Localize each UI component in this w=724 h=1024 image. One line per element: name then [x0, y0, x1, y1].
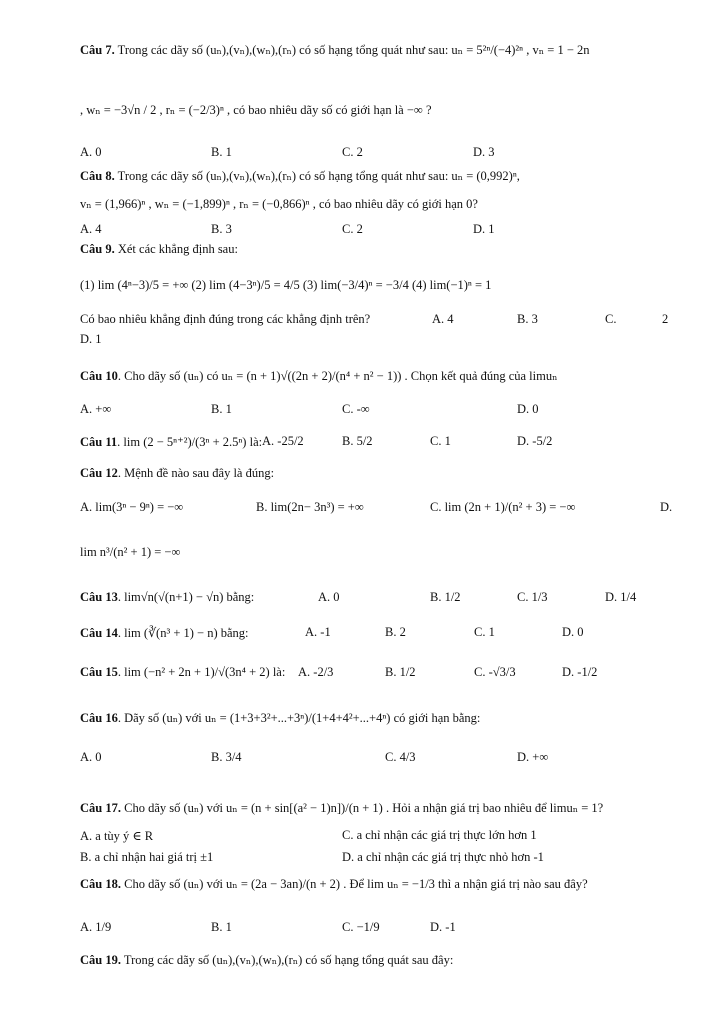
question-label: Câu 18.: [80, 877, 121, 891]
option-d: D. -5/2: [517, 434, 553, 448]
question-label: Câu 11: [80, 435, 118, 449]
question-9: [80, 242, 680, 257]
question-11: [80, 434, 680, 450]
question-text: Cho dãy số (uₙ) với uₙ = (n + sin[(a² − 1)n])/(n + 1) . Hỏi a nhận giá trị bao nhiêu để limuₙ = 1?: [124, 801, 604, 815]
option-c-value: 2: [662, 312, 669, 326]
question-text: . Mệnh đề nào sau đây là đúng:: [117, 466, 275, 480]
option-c: C. -∞: [342, 402, 370, 416]
option-a: A. a tùy ý ∈ R: [80, 829, 154, 843]
option-d: D. 0: [562, 625, 584, 639]
option-a: A. 4: [432, 312, 454, 326]
question-8-line2: [80, 196, 680, 212]
option-c: C. -√3/3: [474, 665, 516, 679]
option-b: B. 1/2: [430, 590, 461, 604]
option-b: B. 1/2: [385, 665, 416, 679]
option-c: C. 4/3: [385, 750, 416, 764]
option-a: A. +∞: [80, 402, 112, 416]
question-17: [80, 800, 680, 816]
option-d: D. 3: [473, 145, 495, 159]
question-label: Câu 12: [80, 466, 118, 480]
option-c: C. 1/3: [517, 590, 548, 604]
question-13: [80, 590, 680, 605]
option-c: C. 2: [342, 145, 363, 159]
question-10: [80, 368, 680, 384]
option-d: D. 1: [473, 222, 495, 236]
question-18: [80, 876, 680, 892]
question-16: [80, 710, 680, 726]
option-b: B. 5/2: [342, 434, 373, 448]
option-b: B. 3: [517, 312, 538, 326]
question-7: [80, 42, 680, 58]
question-label: Câu 17.: [80, 801, 121, 815]
question-text: Xét các khẳng định sau:: [117, 242, 238, 256]
question-text: . lim (2 − 5ⁿ⁺²)/(3ⁿ + 2.5ⁿ) là:: [117, 435, 263, 449]
question-text: Trong các dãy số (uₙ),(vₙ),(wₙ),(rₙ) có số hạng tổng quát như sau: uₙ = (0,992)ⁿ,: [117, 169, 520, 183]
question-text: . lim (∛(n³ + 1) − n) bằng:: [117, 626, 249, 640]
claims-text: (1) lim (4ⁿ−3)/5 = +∞ (2) lim (4−3ⁿ)/5 = 4/5 (3) lim(−3/4)ⁿ = −3/4 (4) lim(−1)ⁿ = 1: [80, 278, 492, 292]
question-prompt: , có bao nhiêu dãy số có giới hạn là −∞ ?: [227, 103, 432, 117]
formula-r: rₙ = (−2/3)ⁿ: [165, 103, 224, 117]
option-a: A. -1: [305, 625, 331, 639]
question-9-claims: [80, 278, 680, 293]
question-label: Câu 19.: [80, 953, 121, 967]
option-c: C. 2: [342, 222, 363, 236]
option-a: A. 0: [80, 145, 102, 159]
question-8: [80, 168, 680, 184]
option-a: A. 4: [80, 222, 102, 236]
question-text: Cho dãy số (uₙ) với uₙ = (2a − 3an)/(n + 2) . Để lim uₙ = −1/3 thì a nhận giá trị nào sau đây?: [124, 877, 588, 891]
option-b: B. 1: [211, 402, 232, 416]
question-text: . lim (−n² + 2n + 1)/√(3n⁴ + 2) là:: [117, 665, 286, 679]
option-c: C. −1/9: [342, 920, 380, 934]
option-d: D. -1: [430, 920, 456, 934]
question-9-prompt: [80, 312, 680, 327]
question-14: [80, 625, 680, 641]
question-label: Câu 15: [80, 665, 118, 679]
question-label: Câu 8.: [80, 169, 115, 183]
option-c: C. 1: [430, 434, 451, 448]
option-b: B. 1: [211, 145, 232, 159]
option-d: D. +∞: [517, 750, 549, 764]
option-d-formula: lim n³/(n² + 1) = −∞: [80, 545, 181, 559]
question-7-line2: [80, 102, 680, 118]
question-label: Câu 10: [80, 369, 118, 383]
option-d: D.: [660, 500, 673, 514]
option-b: B. 2: [385, 625, 406, 639]
formula-v: vₙ = 1 − 2n: [532, 43, 590, 57]
question-text: . Cho dãy số (uₙ) có uₙ = (n + 1)√((2n + 2)/(n⁴ + n² − 1)) . Chọn kết quả đúng của limuₙ: [117, 369, 558, 383]
question-label: Câu 9.: [80, 242, 115, 256]
option-a: A. lim(3ⁿ − 9ⁿ) = −∞: [80, 500, 184, 514]
question-12: [80, 466, 680, 481]
option-a: A. -2/3: [298, 665, 334, 679]
question-19: [80, 952, 680, 968]
option-c: C. a chỉ nhận các giá trị thực lớn hơn 1: [342, 828, 537, 842]
option-b: B. a chỉ nhận hai giá trị ±1: [80, 850, 214, 864]
option-c: C.: [605, 312, 617, 326]
option-a: A. -25/2: [262, 434, 304, 448]
question-label: Câu 7.: [80, 43, 115, 57]
question-text: . Dãy số (uₙ) với uₙ = (1+3+3²+...+3ⁿ)/(1+4+4²+...+4ⁿ) có giới hạn bằng:: [117, 711, 481, 725]
question-prompt: Có bao nhiêu khẳng định đúng trong các khẳng định trên?: [80, 312, 371, 326]
option-a: A. 1/9: [80, 920, 112, 934]
option-c: C. lim (2n + 1)/(n² + 3) = −∞: [430, 500, 576, 514]
option-c: C. 1: [474, 625, 495, 639]
question-text: vₙ = (1,966)ⁿ , wₙ = (−1,899)ⁿ , rₙ = (−0,866)ⁿ , có bao nhiêu dãy có giới hạn 0?: [80, 197, 478, 211]
formula-u: uₙ = 5²ⁿ/(−4)²ⁿ ,: [451, 43, 530, 57]
option-b: B. lim(2n− 3n³) = +∞: [256, 500, 364, 514]
question-label: Câu 16: [80, 711, 118, 725]
option-b: B. 1: [211, 920, 232, 934]
question-text: . lim√n(√(n+1) − √n) bằng:: [117, 590, 255, 604]
question-label: Câu 13: [80, 590, 118, 604]
question-label: Câu 14: [80, 626, 118, 640]
option-d: D. 1: [80, 332, 102, 346]
option-d: D. 0: [517, 402, 539, 416]
question-text: Trong các dãy số (uₙ),(vₙ),(wₙ),(rₙ) có số hạng tổng quát sau đây:: [123, 953, 454, 967]
formula-w: , wₙ = −3√n / 2 ,: [80, 103, 163, 117]
option-a: A. 0: [318, 590, 340, 604]
option-a: A. 0: [80, 750, 102, 764]
option-d: D. 1/4: [605, 590, 637, 604]
option-b: B. 3: [211, 222, 232, 236]
option-d: D. -1/2: [562, 665, 598, 679]
question-text: Trong các dãy số (uₙ),(vₙ),(wₙ),(rₙ) có số hạng tổng quát như sau:: [117, 43, 449, 57]
option-b: B. 3/4: [211, 750, 242, 764]
option-d: D. a chỉ nhận các giá trị thực nhỏ hơn -1: [342, 850, 544, 864]
